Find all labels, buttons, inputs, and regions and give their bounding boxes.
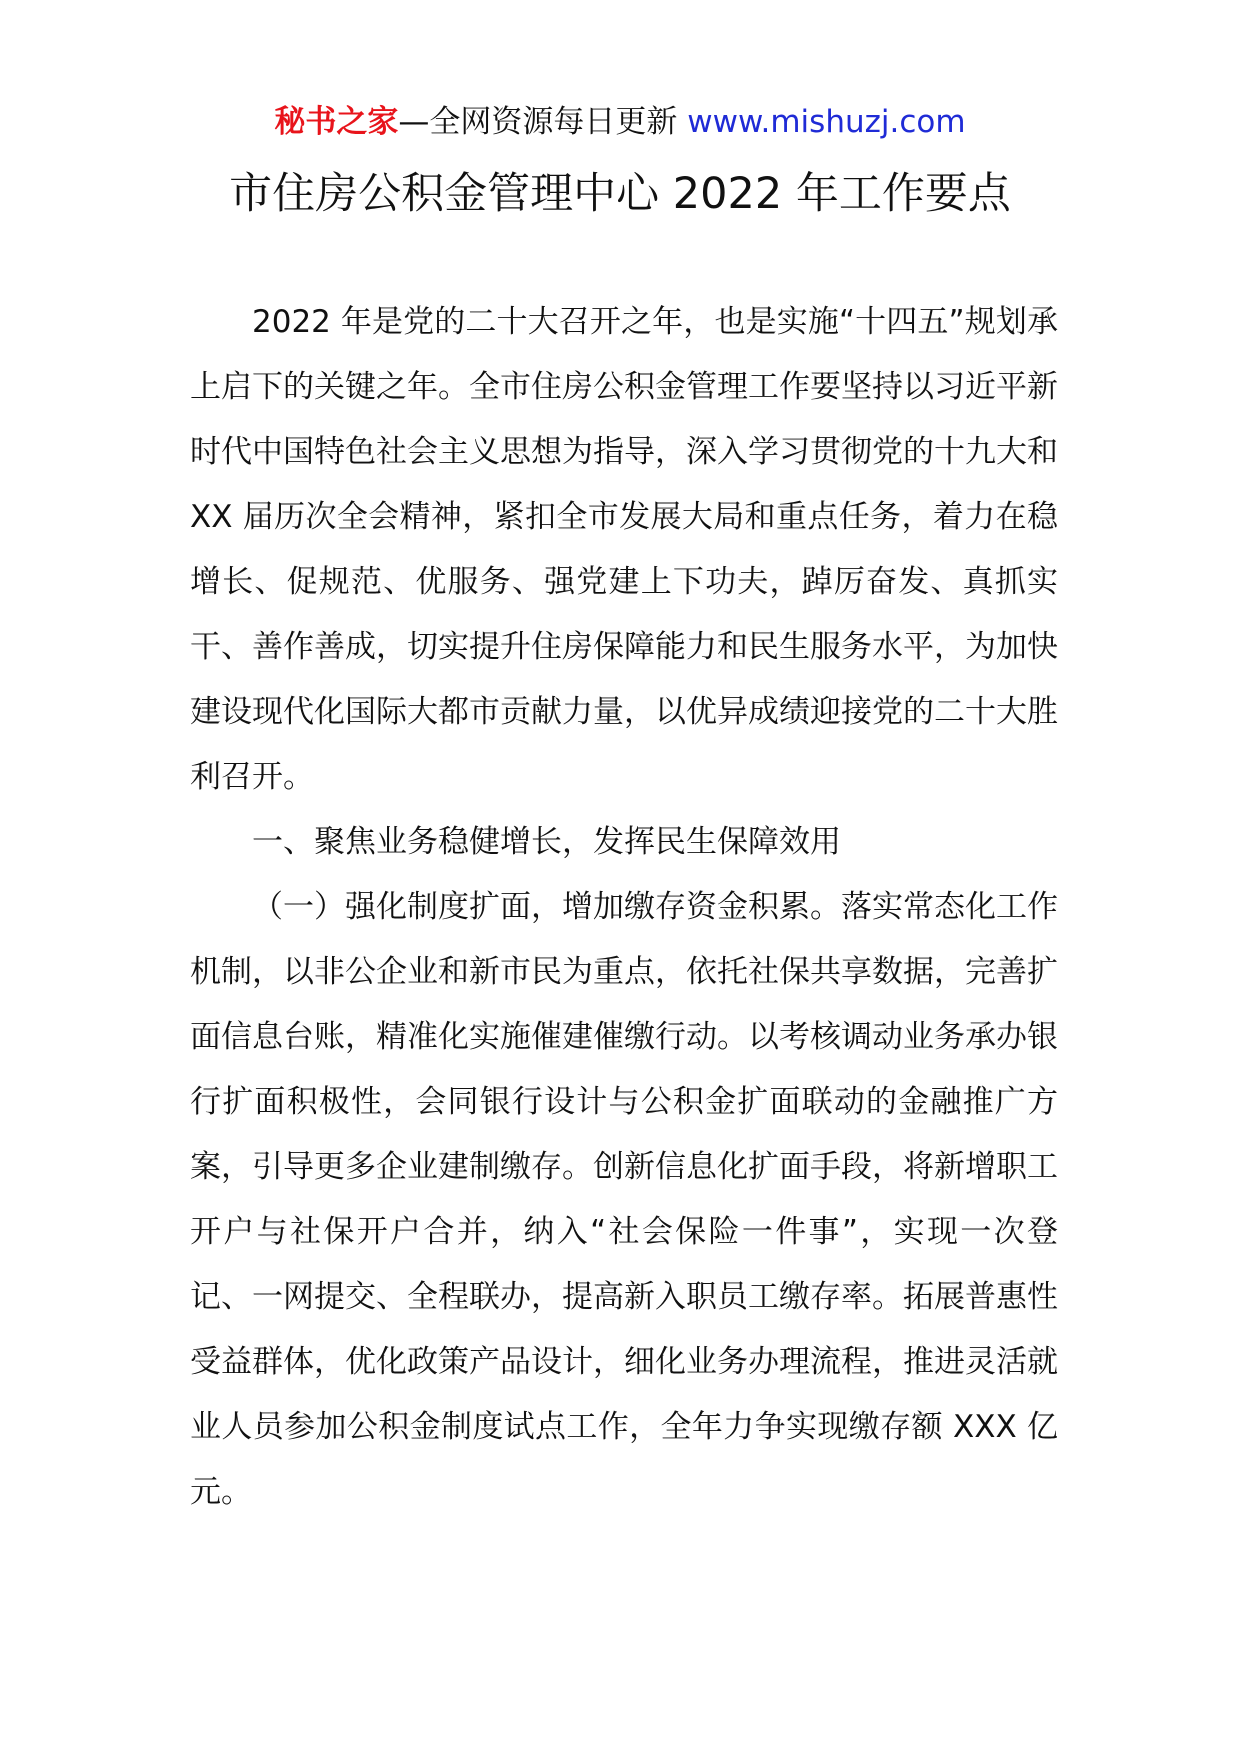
section-heading-1: 一、聚焦业务稳健增长，发挥民生保障效用 — [252, 824, 841, 860]
site-header — [0, 100, 1240, 144]
header-tagline: —全网资源每日更新 — [398, 104, 678, 140]
document-body — [190, 290, 1058, 1525]
intro-paragraph: 2022 年是党的二十大召开之年，也是实施“十四五”规划承上启下的关键之年。全市住房公积金管理工作要坚持以习近平新时代中国特色社会主义思想为指导，深入学习贯彻党的十九大和 XX 届历次全会精神，紧扣全市发展大局和重点任务，着力在稳增长、促规范、优服务、强党建上下功夫，踔厉奋发、真抓实干、善作善成，切实提升住房保障能力和民生服务水平，为加快建设现代化国际大都市贡献力量，以优异成绩迎接党的二十大胜利召开。 — [190, 304, 1058, 795]
brand-name: 秘书之家 — [274, 104, 399, 140]
document-title: 市住房公积金管理中心 2022 年工作要点 — [229, 169, 1011, 219]
site-url-link[interactable]: www.mishuzj.com — [687, 104, 966, 140]
subsection-paragraph-1: （一）强化制度扩面，增加缴存资金积累。落实常态化工作机制，以非公企业和新市民为重点，依托社保共享数据，完善扩面信息台账，精准化实施催建催缴行动。以考核调动业务承办银行扩面积极性，会同银行设计与公积金扩面联动的金融推广方案，引导更多企业建制缴存。创新信息化扩面手段，将新增职工开户与社保开户合并，纳入“社会保险一件事”，实现一次登记、一网提交、全程联办，提高新入职员工缴存率。拓展普惠性受益群体，优化政策产品设计，细化业务办理流程，推进灵活就业人员参加公积金制度试点工作，全年力争实现缴存额 XXX 亿元。 — [190, 889, 1058, 1510]
